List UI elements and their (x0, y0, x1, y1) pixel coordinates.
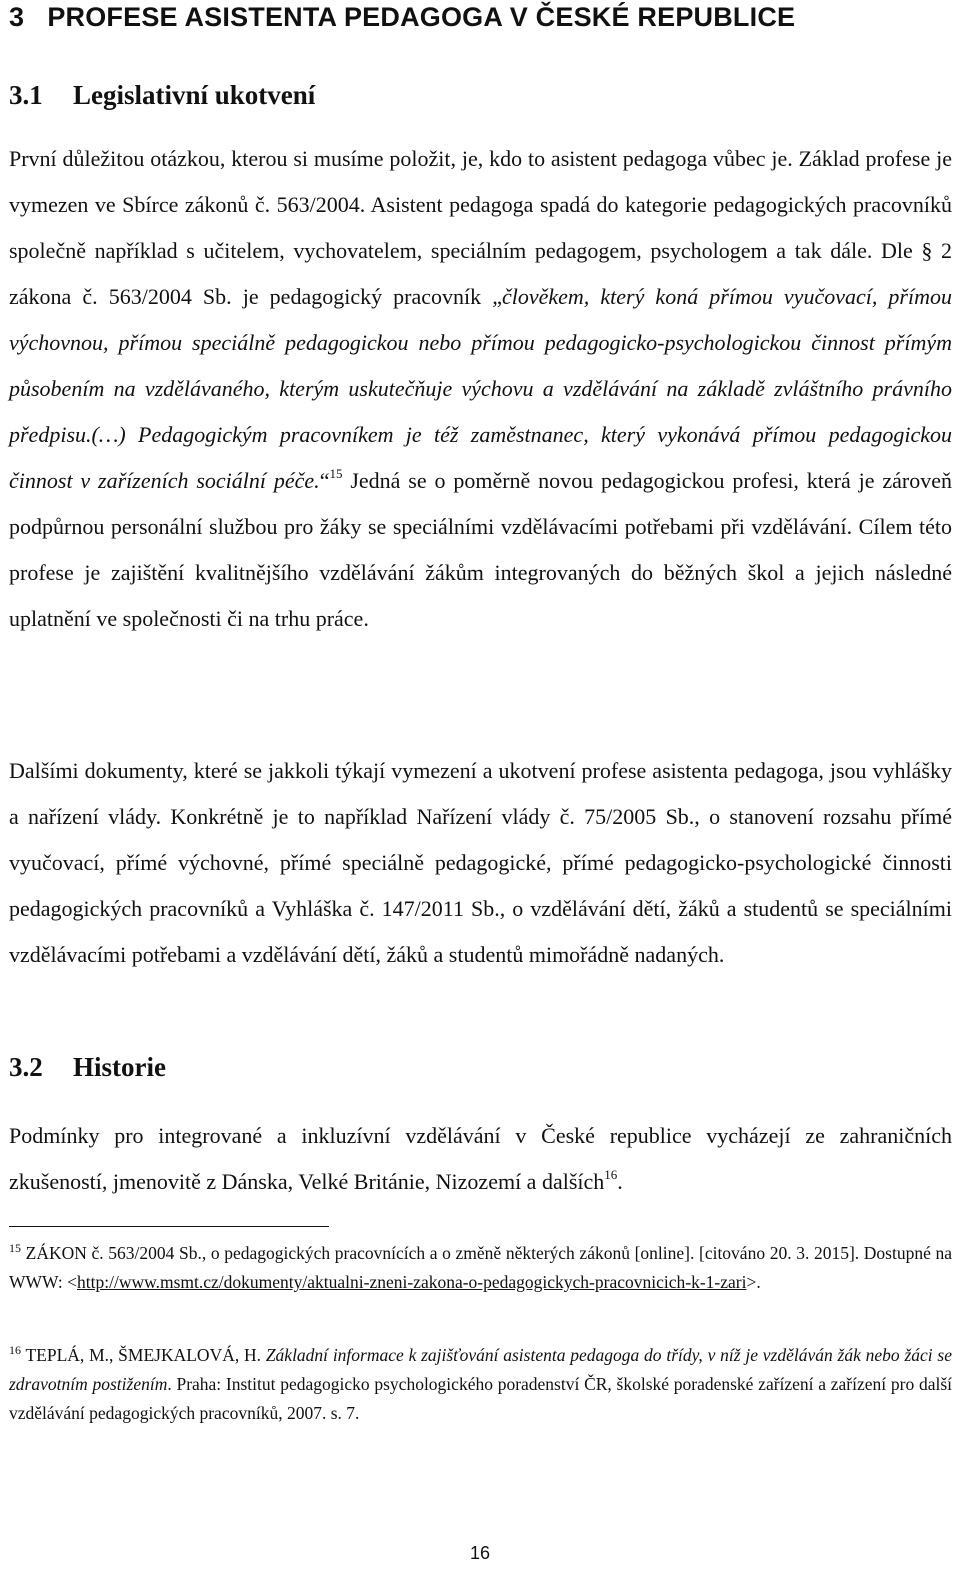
footnote-15 (9, 1239, 952, 1297)
footnote-number: 15 (9, 1241, 21, 1255)
chapter-title: PROFESE ASISTENTA PEDAGOGA V ČESKÉ REPUBLICE (47, 2, 796, 32)
paragraph-text: Podmínky pro integrované a inkluzívní vzdělávání v České republice vycházejí ze zahraničních zkušeností, jmenovitě z Dánska, Velké Británie, Nizozemí a dalších (9, 1123, 952, 1194)
section-number: 3.1 (9, 80, 43, 110)
paragraph-legislation-1 (9, 136, 952, 642)
paragraph-end: . (617, 1169, 623, 1194)
footnote-number: 16 (9, 1343, 21, 1357)
chapter-heading (9, 2, 795, 33)
law-quote: člověkem, který koná přímou vyučovací, přímou výchovnou, přímou speciálně pedagogickou nebo přímou pedagogicko-psychologickou činnost přímým působením na vzdělávaného, kterým uskutečňuje výchovu a vzdělávání na základě zvláštního právního předpisu.(…) Pedagogickým pracovníkem je též zaměstnanec, který vykonává přímou pedagogickou činnost v zařízeních sociální péče. (9, 284, 952, 493)
paragraph-legislation-2: Dalšími dokumenty, které se jakkoli týkají vymezení a ukotvení profese asistenta pedagoga, jsou vyhlášky a nařízení vlády. Konkrétně je to například Nařízení vlády č. 75/2005 Sb., o stanovení rozsahu přímé vyučovací, přímé výchovné, přímé speciálně pedagogické, přímé pedagogicko-psychologické činnosti pedagogických pracovníků a Vyhláška č. 147/2011 Sb., o vzdělávání dětí, žáků a studentů se speciálními vzdělávacími potřebami a vzdělávání dětí, žáků a studentů mimořádně nadaných. (9, 758, 952, 967)
section-title: Legislativní ukotvení (73, 80, 316, 110)
footnote-rest: . Praha: Institut pedagogicko psychologického poradenství ČR, školské poradenské zařízení a zařízení pro další vzdělávání pedagogických pracovníků, 2007. s. 7. (9, 1374, 952, 1423)
footnote-16 (9, 1341, 952, 1428)
section-number: 3.2 (9, 1052, 43, 1082)
section-title: Historie (73, 1052, 166, 1082)
footnote-end: >. (746, 1272, 761, 1292)
footnote-separator (9, 1226, 329, 1227)
footnote-ref-16[interactable]: 16 (604, 1167, 618, 1182)
closing-quote: “ (319, 468, 330, 493)
section-heading-legislation (9, 80, 315, 111)
section-heading-history (9, 1052, 166, 1083)
page-number: 16 (469, 1543, 491, 1563)
footnote-author: TEPLÁ, M., ŠMEJKALOVÁ, H. (21, 1345, 266, 1365)
footnote-ref-15[interactable]: 15 (329, 466, 343, 481)
footnote-title: Základní informace k zajišťování asistenta pedagoga do třídy, v níž je vzděláván žák nebo žáci se zdravotním postižením (9, 1345, 952, 1394)
paragraph-text-continued: Jedná se o poměrně novou pedagogickou profesi, která je zároveň podpůrnou personální službou pro žáky se speciálními vzdělávacími potřebami při vzdělávání. Cílem této profese je zajištění kvalitnějšího vzdělávání žákům integrovaných do běžných škol a jejich následné uplatnění ve společnosti či na trhu práce. (9, 468, 952, 631)
paragraph-history-1 (9, 1113, 952, 1205)
footnote-link[interactable]: http://www.msmt.cz/dokumenty/aktualni-zneni-zakona-o-pedagogickych-pracovnicich-k-1-zari (77, 1272, 747, 1292)
footnote-text: ZÁKON č. 563/2004 Sb., o pedagogických pracovnících a o změně některých zákonů [online]. [citováno 20. 3. 2015]. Dostupné na WWW: < (9, 1243, 952, 1292)
paragraph-text: První důležitou otázkou, kterou si musíme položit, je, kdo to asistent pedagoga vůbec je. Základ profese je vymezen ve Sbírce zákonů č. 563/2004. Asistent pedagoga spadá do kategorie pedagogických pracovníků společně například s učitelem, vychovatelem, speciálním pedagogem, psychologem a tak dále. Dle § 2 zákona č. 563/2004 Sb. je pedagogický pracovník „ (9, 146, 952, 309)
chapter-number: 3 (9, 2, 25, 32)
